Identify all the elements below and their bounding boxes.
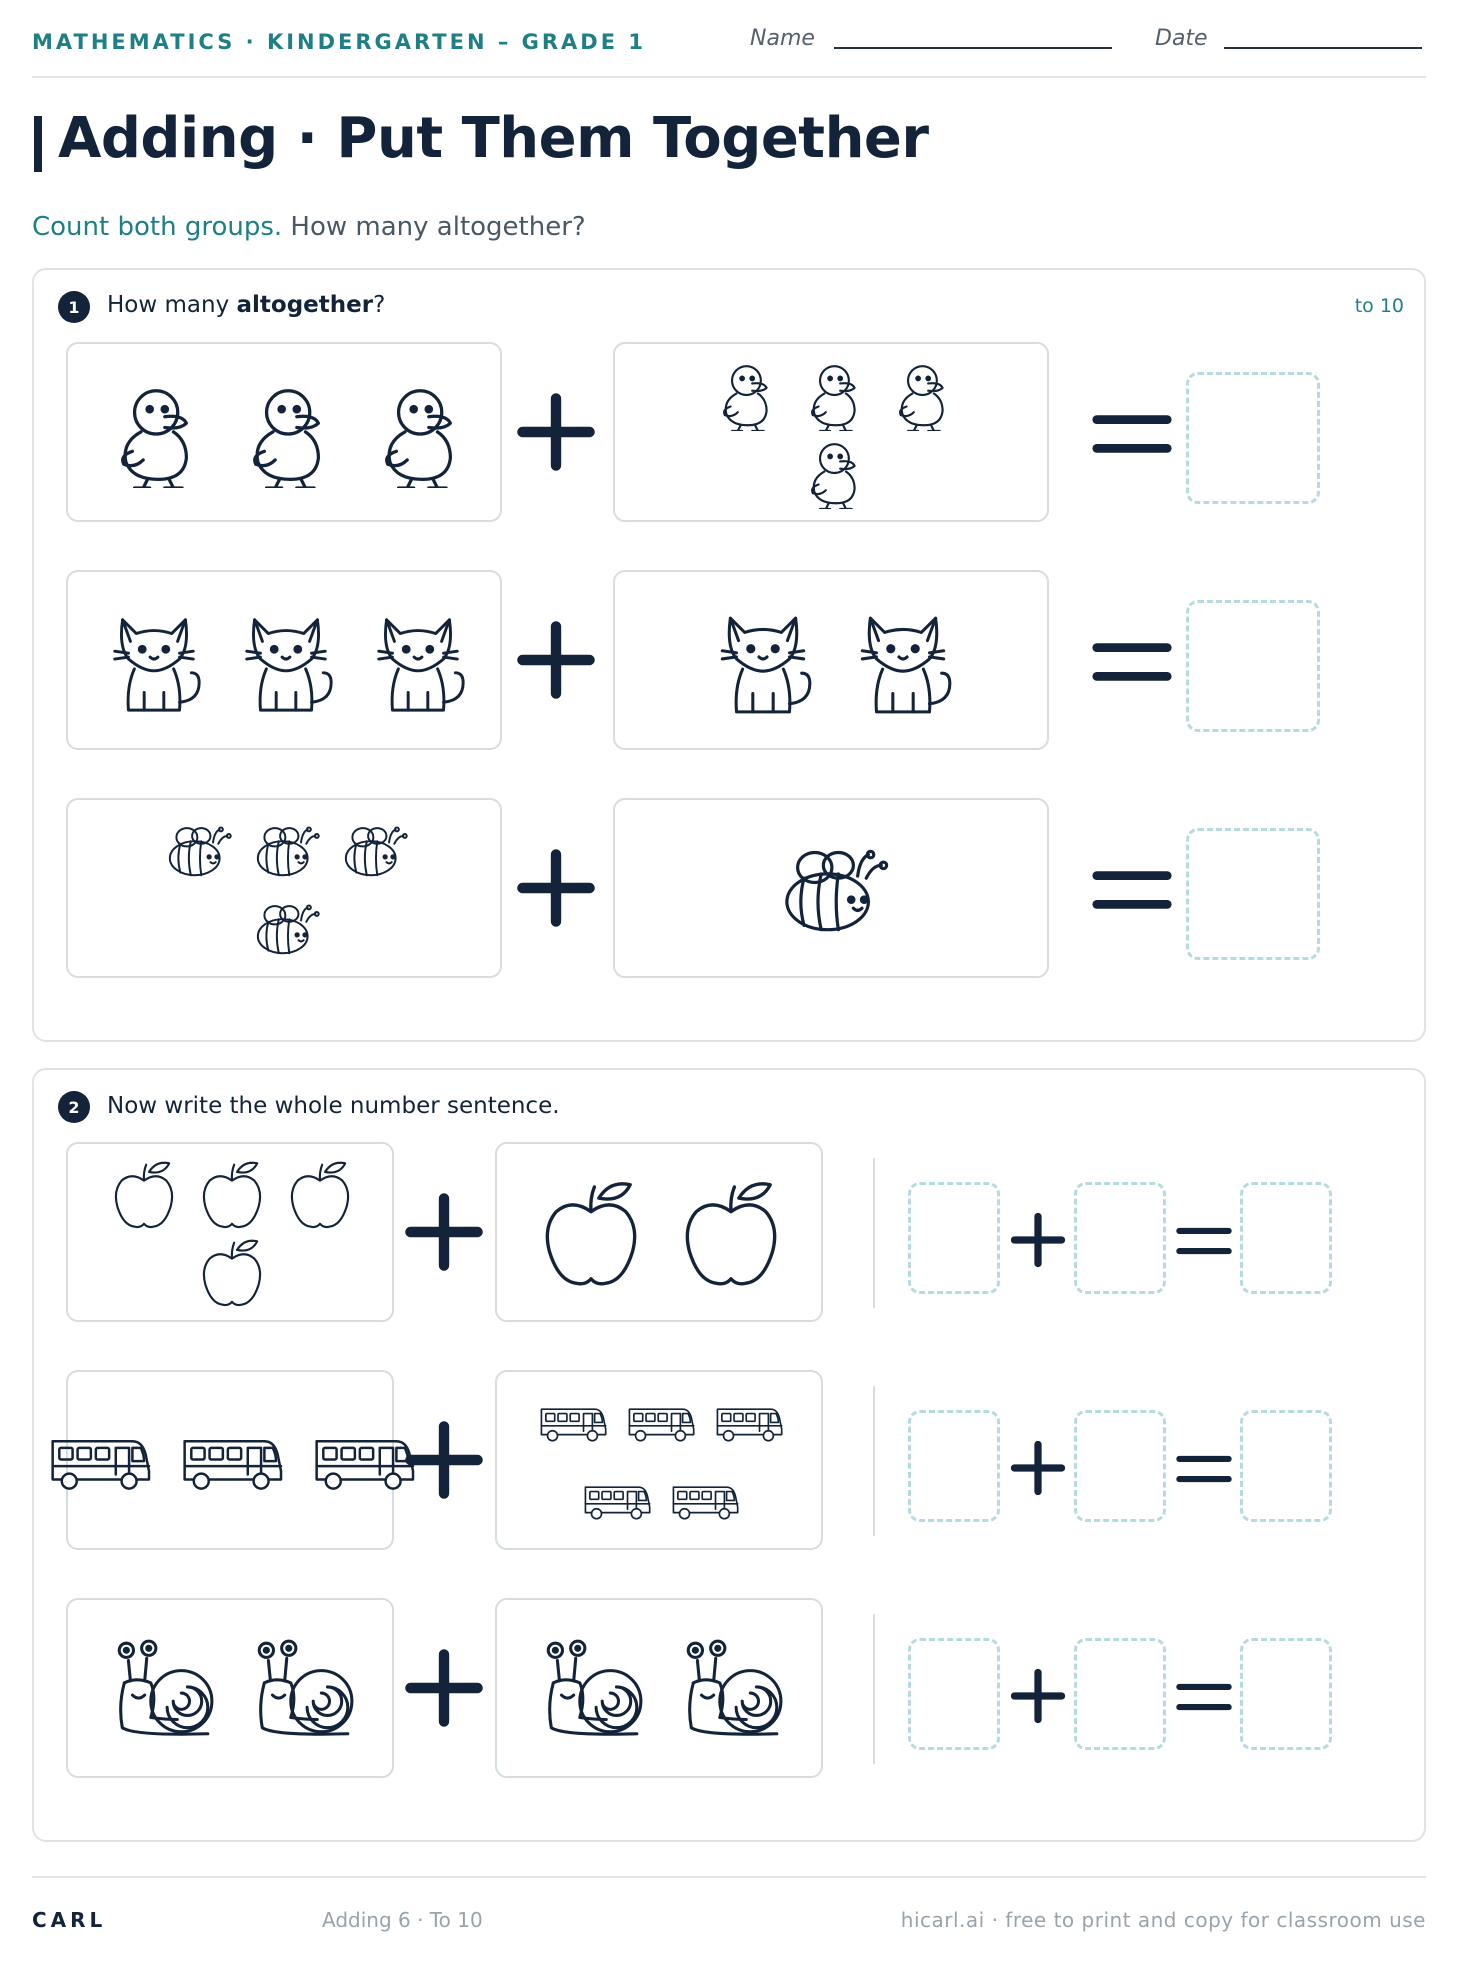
bee-icon — [250, 893, 322, 965]
section-2-question: Now write the whole number sentence. — [107, 1093, 560, 1119]
instructions-rest: How many altogether? — [290, 212, 586, 242]
equals-sign — [1176, 1224, 1232, 1258]
apple-icon — [196, 1237, 268, 1309]
plus-sign — [404, 1420, 484, 1500]
question-suffix: ? — [373, 292, 386, 318]
plus-sign — [1010, 1668, 1066, 1724]
right-group-card — [613, 570, 1049, 750]
footer-note: hicarl.ai · free to print and copy for classroom use — [900, 1908, 1426, 1932]
question-bold: altogether — [236, 292, 374, 318]
section-1-number: 1 — [58, 291, 90, 323]
sum-box[interactable] — [1240, 1182, 1332, 1294]
bee-icon — [162, 815, 234, 887]
name-line[interactable] — [834, 47, 1112, 49]
footer-worksheet-name: Adding 6 · To 10 — [322, 1908, 483, 1932]
sum-box[interactable] — [1240, 1410, 1332, 1522]
footer-divider — [32, 1876, 1426, 1878]
plus-sign — [404, 1648, 484, 1728]
plus-sign — [516, 620, 596, 700]
answer-box[interactable] — [1186, 600, 1320, 732]
instructions-accent: Count both groups. — [32, 212, 283, 242]
subject-label: MATHEMATICS · KINDERGARTEN – GRADE 1 — [32, 30, 646, 54]
right-group-card — [495, 1370, 823, 1550]
row-divider — [873, 1614, 875, 1764]
second-addend-box[interactable] — [1074, 1638, 1166, 1750]
plus-sign — [516, 848, 596, 928]
left-group-card — [66, 1370, 394, 1550]
duck-icon — [797, 437, 869, 509]
bee-icon — [338, 815, 410, 887]
cat-icon — [100, 608, 208, 716]
second-addend-box[interactable] — [1074, 1182, 1166, 1294]
apple-icon — [108, 1159, 180, 1231]
bus-icon — [178, 1408, 286, 1516]
date-label: Date — [1155, 26, 1208, 51]
bus-icon — [46, 1408, 154, 1516]
title-accent-bar — [34, 116, 42, 172]
row-divider — [873, 1158, 875, 1308]
snail-icon — [106, 1634, 218, 1746]
sum-box[interactable] — [1240, 1638, 1332, 1750]
plus-sign — [516, 392, 596, 472]
bee-icon — [250, 815, 322, 887]
instructions — [32, 212, 586, 242]
snail-icon — [246, 1634, 358, 1746]
plus-sign — [1010, 1212, 1066, 1268]
question-prefix: How many — [107, 292, 237, 318]
right-group-card — [613, 798, 1049, 978]
duck-icon — [364, 380, 472, 488]
first-addend-box[interactable] — [908, 1410, 1000, 1522]
date-line[interactable] — [1224, 47, 1422, 49]
snail-icon — [535, 1634, 647, 1746]
bus-icon — [310, 1408, 418, 1516]
cat-icon — [232, 608, 340, 716]
right-group-card — [495, 1142, 823, 1322]
header-divider — [32, 76, 1426, 78]
apple-icon — [675, 1178, 787, 1290]
bus-icon — [713, 1387, 785, 1459]
cat-icon — [364, 608, 472, 716]
bus-icon — [625, 1387, 697, 1459]
bus-icon — [581, 1465, 653, 1537]
plus-sign — [404, 1192, 484, 1272]
cat-icon — [847, 606, 959, 718]
page-title: Adding · Put Them Together — [58, 106, 929, 171]
left-group-card — [66, 570, 502, 750]
duck-icon — [885, 359, 957, 431]
bus-icon — [669, 1465, 741, 1537]
apple-icon — [535, 1178, 647, 1290]
footer-brand: CARL — [32, 1908, 107, 1932]
duck-icon — [232, 380, 340, 488]
equals-sign — [1092, 638, 1172, 686]
duck-icon — [100, 380, 208, 488]
right-group-card — [495, 1598, 823, 1778]
apple-icon — [196, 1159, 268, 1231]
left-group-card — [66, 1142, 394, 1322]
right-group-card — [613, 342, 1049, 522]
left-group-card — [66, 1598, 394, 1778]
equals-sign — [1092, 866, 1172, 914]
name-label: Name — [750, 26, 815, 51]
left-group-card — [66, 342, 502, 522]
section-1-question — [107, 292, 385, 318]
plus-sign — [1010, 1440, 1066, 1496]
equals-sign — [1092, 410, 1172, 458]
duck-icon — [709, 359, 781, 431]
first-addend-box[interactable] — [908, 1182, 1000, 1294]
second-addend-box[interactable] — [1074, 1410, 1166, 1522]
duck-icon — [797, 359, 869, 431]
left-group-card — [66, 798, 502, 978]
answer-box[interactable] — [1186, 372, 1320, 504]
equals-sign — [1176, 1680, 1232, 1714]
section-2-number: 2 — [58, 1091, 90, 1123]
range-label: to 10 — [1354, 295, 1404, 317]
answer-box[interactable] — [1186, 828, 1320, 960]
bus-icon — [537, 1387, 609, 1459]
snail-icon — [675, 1634, 787, 1746]
equals-sign — [1176, 1452, 1232, 1486]
first-addend-box[interactable] — [908, 1638, 1000, 1750]
row-divider — [873, 1386, 875, 1536]
bee-icon — [774, 831, 892, 949]
cat-icon — [707, 606, 819, 718]
apple-icon — [284, 1159, 356, 1231]
